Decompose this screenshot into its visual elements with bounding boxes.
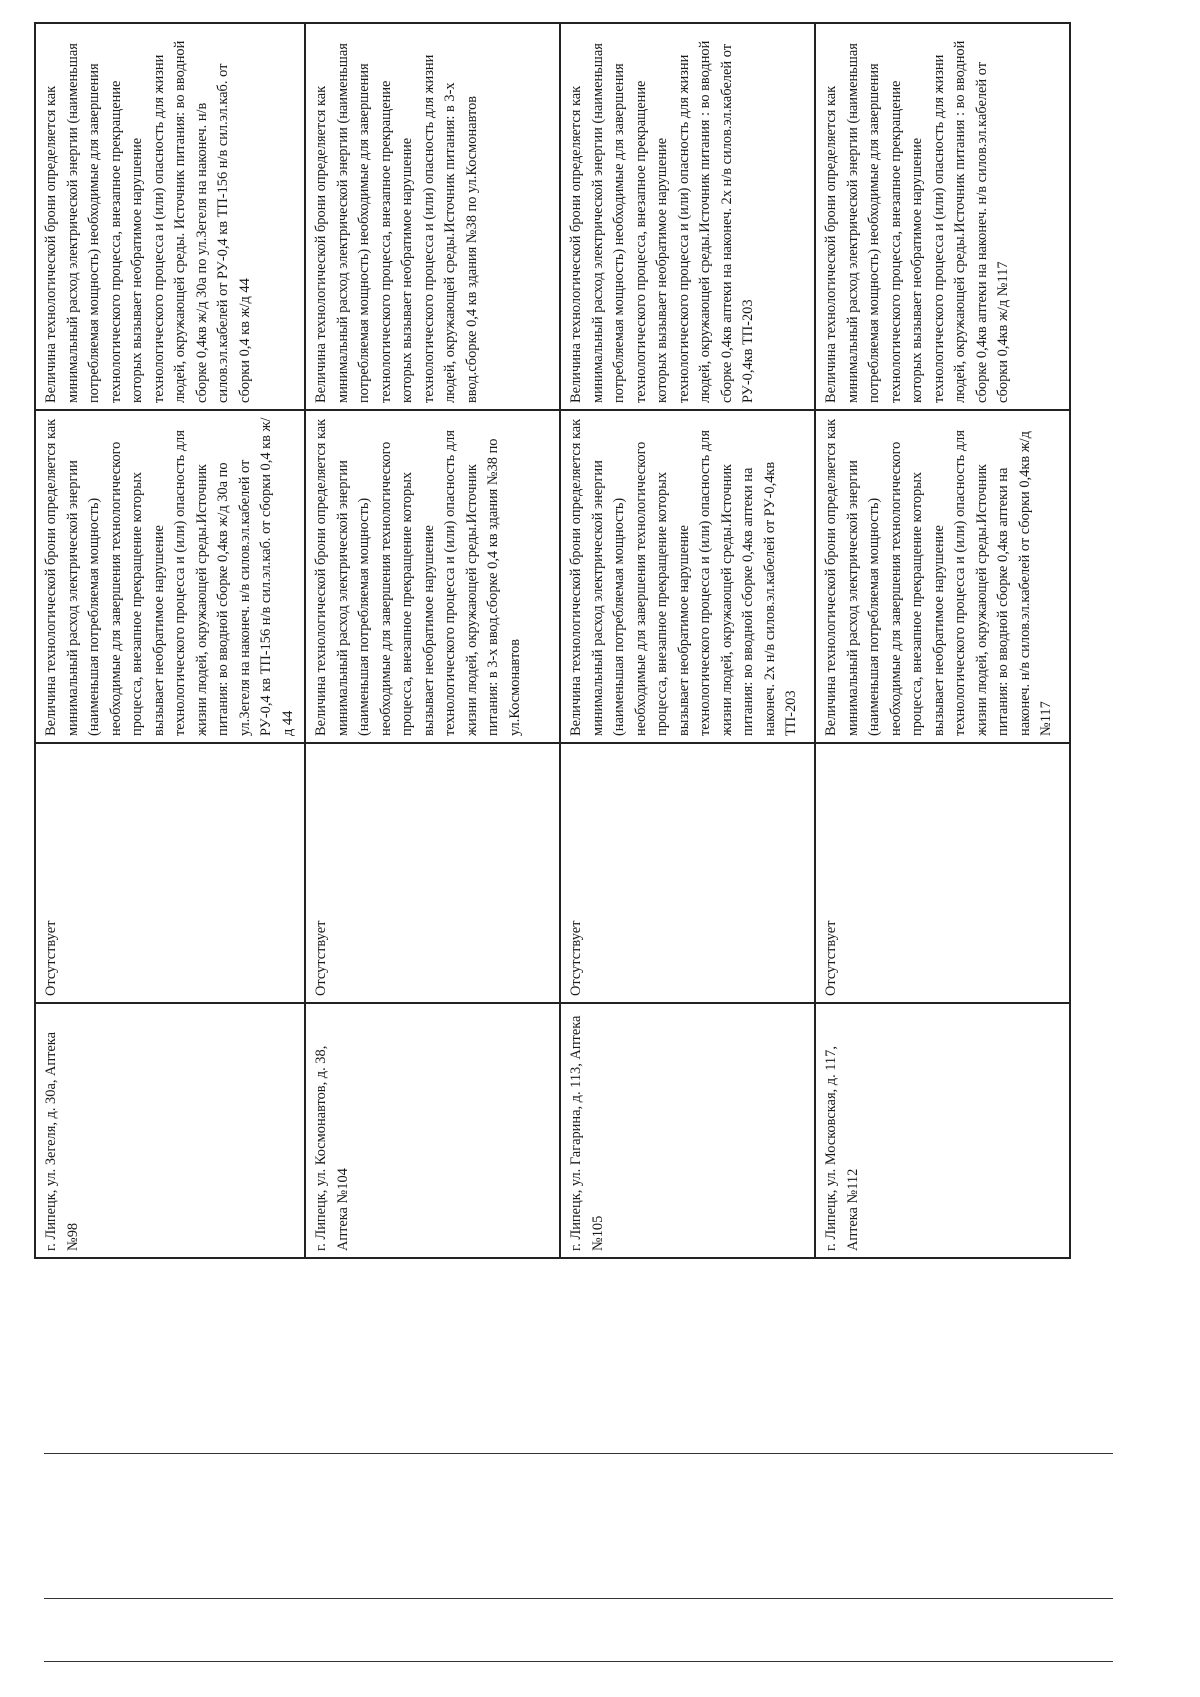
- description-b-cell: Величина технологической брони определяется как минимальный расход электрической энергии (наименьшая потребляемая мощность) необходимые для завершения технологического процесса, внезапное прекращение которых вызывает необратимое нарушение технологического процесса и (или) опасность для жизни людей, окружающей среды.Источник питания: в 3-х ввод.сборке 0,4 кв здания №38 по ул.Космонавтов: [305, 23, 560, 410]
- divider-line: [44, 1453, 1113, 1454]
- table-row: [560, 23, 815, 1258]
- status-cell: Отсутствует: [35, 743, 305, 1003]
- table-row: [815, 23, 1070, 1258]
- description-a-cell: Величина технологической брони определяется как минимальный расход электрической энергии (наименьшая потребляемая мощность) необходимые для завершения технологического процесса, внезапное прекращение которых вызывает необратимое нарушение технологического процесса и (или) опасность для жизни людей, окружающей среды.Источник питания: во вводной сборке 0,4кв ж/д 30а по ул.Зегеля на наконеч. н/в силов.эл.кабелей от РУ-0,4 кв ТП-156 н/в сил.эл.каб. от сборки 0,4 кв ж/д 44: [35, 410, 305, 743]
- description-a-cell: Величина технологической брони определяется как минимальный расход электрической энергии (наименьшая потребляемая мощность) необходимые для завершения технологического процесса, внезапное прекращение которых вызывает необратимое нарушение технологического процесса и (или) опасность для жизни людей, окружающей среды.Источник питания: во вводной сборке 0,4кв аптеки на наконеч. н/в силов.эл.кабелей от сборки 0,4кв ж/д №117: [815, 410, 1070, 743]
- table-row: [305, 23, 560, 1258]
- status-cell: Отсутствует: [815, 743, 1070, 1003]
- address-cell: г. Липецк, ул. Космонавтов, д. 38, Аптека №104: [305, 1003, 560, 1258]
- description-b-cell: Величина технологической брони определяется как минимальный расход электрической энергии (наименьшая потребляемая мощность) необходимые для завершения технологического процесса, внезапное прекращение которых вызывает необратимое нарушение технологического процесса и (или) опасность для жизни людей, окружающей среды.Источник питания : во вводной сборке 0,4кв аптеки на наконеч. 2х н/в силов.эл.кабелей от РУ-0,4кв ТП-203: [560, 23, 815, 410]
- divider-line: [44, 1661, 1113, 1662]
- description-a-cell: Величина технологической брони определяется как минимальный расход электрической энергии (наименьшая потребляемая мощность) необходимые для завершения технологического процесса, внезапное прекращение которых вызывает необратимое нарушение технологического процесса и (или) опасность для жизни людей, окружающей среды.Источник питания: в 3-х ввод.сборке 0,4 кв здания №38 по ул.Космонавтов: [305, 410, 560, 743]
- description-b-cell: Величина технологической брони определяется как минимальный расход электрической энергии (наименьшая потребляемая мощность) необходимые для завершения технологического процесса, внезапное прекращение которых вызывает необратимое нарушение технологического процесса и (или) опасность для жизни людей, окружающей среды. Источник питания: во вводной сборке 0,4кв ж/д 30а по ул.Зегеля на наконеч. н/в силов.эл.кабелей от РУ-0,4 кв ТП-156 н/в сил.эл.каб. от сборки 0,4 кв ж/д 44: [35, 23, 305, 410]
- address-cell: г. Липецк, ул. Гагарина, д. 113, Аптека №105: [560, 1003, 815, 1258]
- divider-line: [44, 1598, 1113, 1599]
- rotated-table-page: [34, 24, 1054, 1259]
- tech-reserve-table: [34, 22, 1071, 1259]
- table-row: [35, 23, 305, 1258]
- status-cell: Отсутствует: [305, 743, 560, 1003]
- status-cell: Отсутствует: [560, 743, 815, 1003]
- address-cell: г. Липецк, ул. Зегеля, д. 30а, Аптека №98: [35, 1003, 305, 1258]
- description-b-cell: Величина технологической брони определяется как минимальный расход электрической энергии (наименьшая потребляемая мощность) необходимые для завершения технологического процесса, внезапное прекращение которых вызывает необратимое нарушение технологического процесса и (или) опасность для жизни людей, окружающей среды.Источник питания : во вводной сборке 0,4кв аптеки на наконеч. н/в силов.эл.кабелей от сборки 0,4кв ж/д №117: [815, 23, 1070, 410]
- description-a-cell: Величина технологической брони определяется как минимальный расход электрической энергии (наименьшая потребляемая мощность) необходимые для завершения технологического процесса, внезапное прекращение которых вызывает необратимое нарушение технологического процесса и (или) опасность для жизни людей, окружающей среды.Источник питания: во вводной сборке 0,4кв аптеки на наконеч. 2х н/в силов.эл.кабелей от РУ-0,4кв ТП-203: [560, 410, 815, 743]
- address-cell: г. Липецк, ул. Московская, д. 117, Аптека №112: [815, 1003, 1070, 1258]
